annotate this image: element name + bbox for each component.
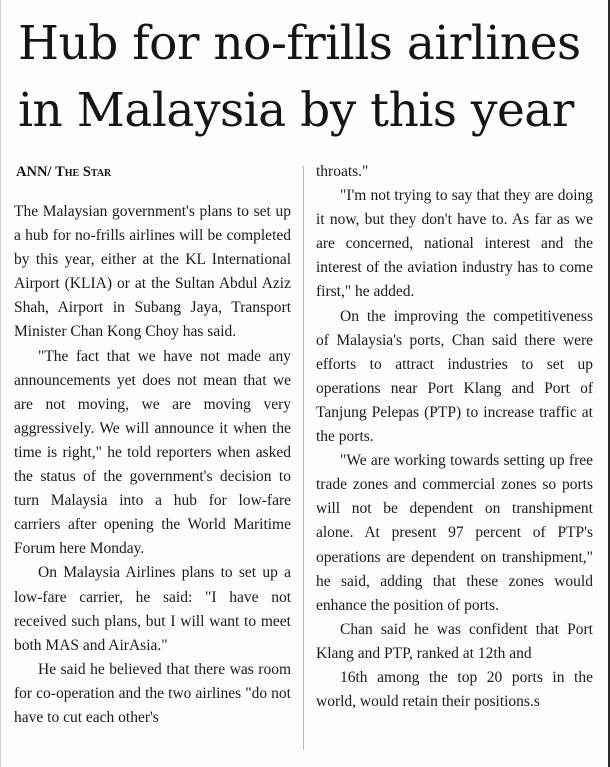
byline [16, 164, 111, 181]
byline-source: The Star [55, 164, 112, 180]
paragraph: On the improving the competitiveness of Malaysia's ports, Chan said there were efforts to attract industries to set up operations near Port Klang and Port of Tanjung Pelepas (PTP) to increase traffic at the ports. [316, 307, 593, 446]
paragraph: "We are working towards setting up free trade zones and commercial zones so ports will not be dependent on transhipment alone. At present 97 percent of PTP's operations are dependent on transhipment," he said, adding that these zones would enhance the position of ports. [316, 452, 593, 614]
paragraph: The Malaysian government's plans to set up a hub for no-frills airlines will be completed by this year, either at the KL International Airport (KLIA) or at the Sultan Abdul Aziz Shah, Airport in Subang Jaya, Transport Minister Chan Kong Choy has said. [14, 203, 291, 341]
headline [18, 10, 598, 144]
paragraph: "I'm not trying to say that they are doing it now, but they don't have to. As far as we are concerned, national interest and the interest of the aviation industry has to come first," he added. [316, 187, 593, 301]
article-column-right [316, 160, 593, 714]
article-column-left [14, 200, 291, 730]
byline-prefix: ANN/ [16, 164, 52, 180]
paragraph: throats." [316, 163, 369, 180]
paragraph: 16th among the top 20 ports in the world, would retain their positions.s [316, 668, 593, 711]
paragraph: He said he believed that there was room for co-operation and the two airlines "do not have to cut each other's [14, 660, 291, 726]
column-divider [303, 166, 304, 750]
paragraph: Chan said he was confident that Port Klang and PTP, ranked at 12th and [316, 620, 593, 662]
headline-line-2: in Malaysia by this year [18, 83, 574, 138]
paragraph: On Malaysia Airlines plans to set up a low-fare carrier, he said: "I have not received such plans, but I will want to meet both MAS and AirAsia." [14, 564, 291, 654]
headline-line-1: Hub for no-frills airlines [18, 16, 581, 71]
paragraph: "The fact that we have not made any announcements yet does not mean that we are not moving, we are moving very aggressively. We will announce it when the time is right," he told reporters when asked the status of the government's decision to turn Malaysia into a hub for low-fare carriers after opening the World Maritime Forum here Monday. [14, 347, 291, 558]
page-left-edge [0, 0, 1, 767]
